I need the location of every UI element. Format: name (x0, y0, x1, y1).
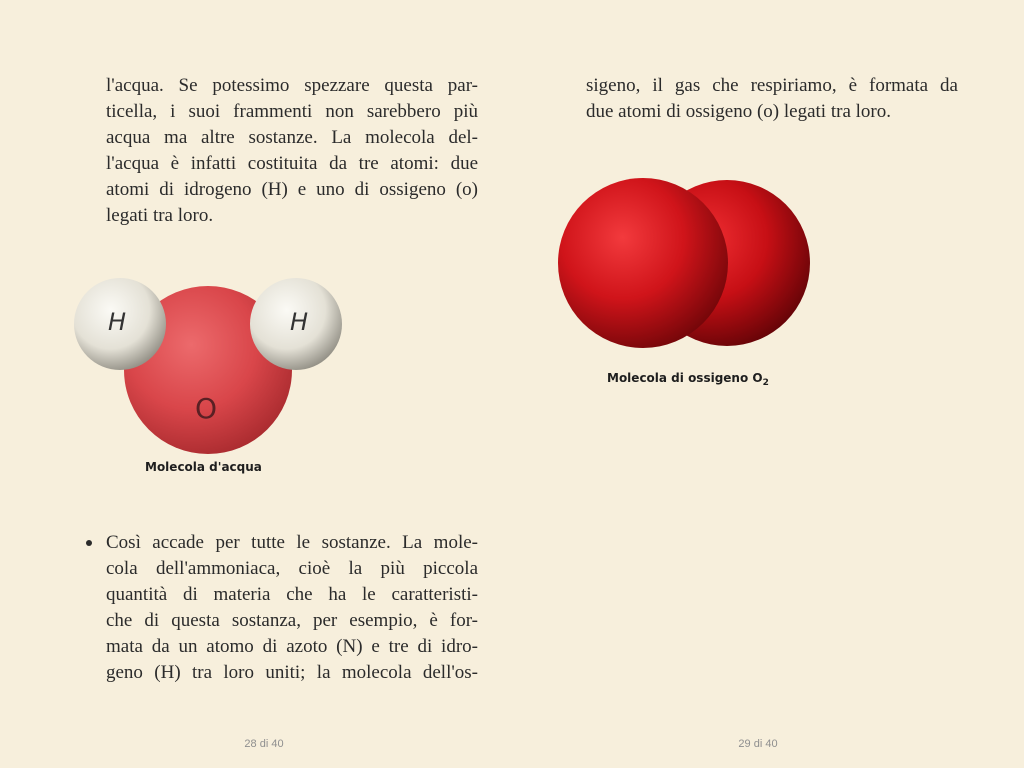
text-line: sigeno, il gas che respiriamo, è formata da (586, 75, 958, 96)
page-number: 29 di 40 (738, 738, 778, 750)
paragraph-ammonia (106, 530, 478, 686)
oxygen-molecule-illustration (555, 170, 815, 365)
page-number: 28 di 40 (244, 738, 284, 750)
figure-caption (607, 371, 769, 388)
figure-caption: Molecola d'acqua (145, 460, 262, 474)
caption-text: Molecola di ossigeno O (607, 371, 763, 385)
hydrogen-label-left: H (108, 308, 127, 336)
oxygen-atom-left (558, 178, 728, 348)
text-line: l'acqua. Se potessimo spezzare questa par- (106, 75, 478, 96)
text-line: quantità di materia che ha le caratteristi- (106, 584, 478, 605)
text-line: Così accade per tutte le sostanze. La mole- (106, 532, 478, 553)
text-line: due atomi di ossigeno (o) legati tra loro. (586, 101, 891, 122)
text-line: geno (H) tra loro uniti; la molecola dell'os- (106, 662, 478, 683)
paragraph-oxygen (586, 73, 958, 125)
caption-subscript: 2 (762, 378, 769, 388)
text-line: cola dell'ammoniaca, cioè la più piccola (106, 558, 478, 579)
text-line: l'acqua è infatti costituita da tre atomi: due (106, 153, 478, 174)
text-line: legati tra loro. (106, 205, 214, 226)
hydrogen-label-right: H (290, 308, 309, 336)
paragraph-water (106, 73, 478, 229)
oxygen-molecule-figure (555, 170, 815, 400)
oxygen-label: O (195, 392, 218, 425)
text-line: mata da un atomo di azoto (N) e tre di idro- (106, 636, 478, 657)
text-line: atomi di idrogeno (H) e uno di ossigeno (o) (106, 179, 478, 200)
text-line: ticella, i suoi frammenti non sarebbero più (106, 101, 478, 122)
water-molecule-illustration (70, 262, 350, 462)
water-molecule-figure (70, 262, 350, 482)
text-line: che di questa sostanza, per esempio, è for- (106, 610, 478, 631)
text-line: acqua ma altre sostanze. La molecola del- (106, 127, 478, 148)
bullet-icon (86, 540, 92, 546)
